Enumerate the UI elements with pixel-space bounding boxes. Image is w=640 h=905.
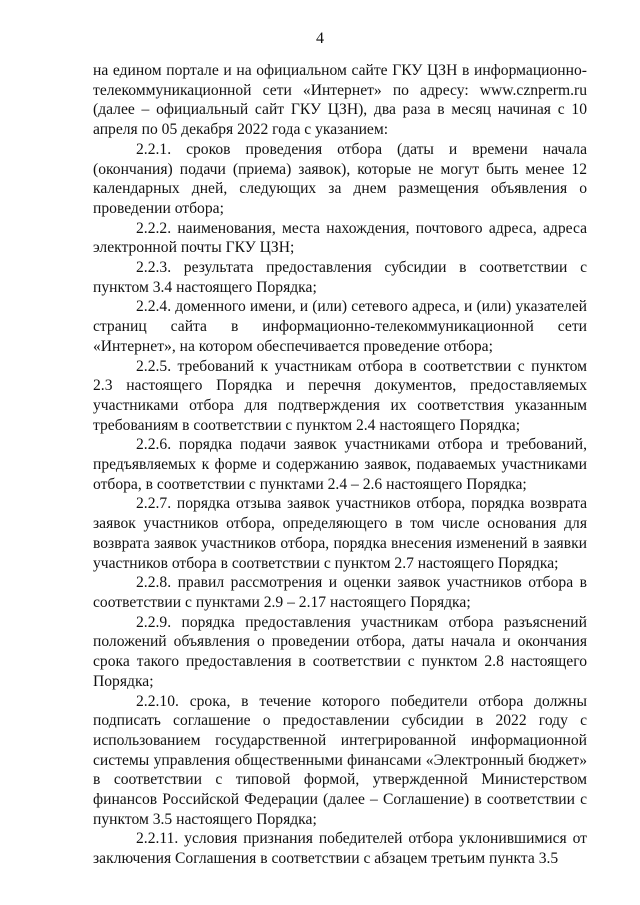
page-number: 4 xyxy=(316,30,324,47)
paragraph-2-2-11: 2.2.11. условия признания победителей отбора уклонившимися от заключения Соглашения в соответствии с абзацем третьим пункта 3.5 xyxy=(93,830,587,868)
document-body xyxy=(93,61,587,869)
paragraph-intro: на едином портале и на официальном сайте ГКУ ЦЗН в информационно-телекоммуникационной сети «Интернет» по адресу: www.cznperm.ru (далее – официальный сайт ГКУ ЦЗН), два раза в месяц начиная с 10 апреля по 05 декабря 2022 года с указанием: xyxy=(93,62,587,139)
paragraph-2-2-3: 2.2.3. результата предоставления субсидии в соответствии с пунктом 3.4 настоящего Порядка; xyxy=(93,259,587,296)
paragraph-2-2-1: 2.2.1. сроков проведения отбора (даты и времени начала (окончания) подачи (приема) заявок), которые не могут быть менее 12 календарных дней, следующих за днем размещения объявления о проведении отбора; xyxy=(93,140,587,217)
paragraph-2-2-8: 2.2.8. правил рассмотрения и оценки заявок участников отбора в соответствии с пунктами 2.9 – 2.17 настоящего Порядка; xyxy=(93,574,587,611)
paragraph-2-2-4: 2.2.4. доменного имени, и (или) сетевого адреса, и (или) указателей страниц сайта в информационно-телекоммуникационной сети «Интернет», на котором обеспечивается проведение отбора; xyxy=(93,298,587,355)
paragraph-2-2-2: 2.2.2. наименования, места нахождения, почтового адреса, адреса электронной почты ГКУ ЦЗН; xyxy=(93,219,587,257)
paragraph-2-2-5: 2.2.5. требований к участникам отбора в соответствии с пунктом 2.3 настоящего Порядка и перечня документов, предоставляемых участниками отбора для подтверждения их соответствия указанным требованиям в соответствии с пунктом 2.4 настоящего Порядка; xyxy=(93,357,587,434)
paragraph-2-2-9: 2.2.9. порядка предоставления участникам отбора разъяснений положений объявления о проведении отбора, даты начала и окончания срока такого предоставления в соответствии с пунктом 2.8 настоящего Порядка; xyxy=(93,613,587,690)
paragraph-2-2-6: 2.2.6. порядка подачи заявок участниками отбора и требований, предъявляемых к форме и содержанию заявок, подаваемых участниками отбора, в соответствии с пунктами 2.4 – 2.6 настоящего Порядка; xyxy=(93,436,587,493)
paragraph-2-2-7: 2.2.7. порядка отзыва заявок участников отбора, порядка возврата заявок участников отбора, определяющего в том числе основания для возврата заявок участников отбора, порядка внесения изменений в заявки участников отбора в соответствии с пунктом 2.7 настоящего Порядка; xyxy=(93,495,587,572)
paragraph-2-2-10: 2.2.10. срока, в течение которого победители отбора должны подписать соглашение о предоставлении субсидии в 2022 году с использованием государственной интегрированной информационной системы управления общественными финансами «Электронный бюджет» в соответствии с типовой формой, утвержденной Министерством финансов Российской Федерации (далее – Соглашение) в соответствии с пунктом 3.5 настоящего Порядка; xyxy=(93,692,587,828)
